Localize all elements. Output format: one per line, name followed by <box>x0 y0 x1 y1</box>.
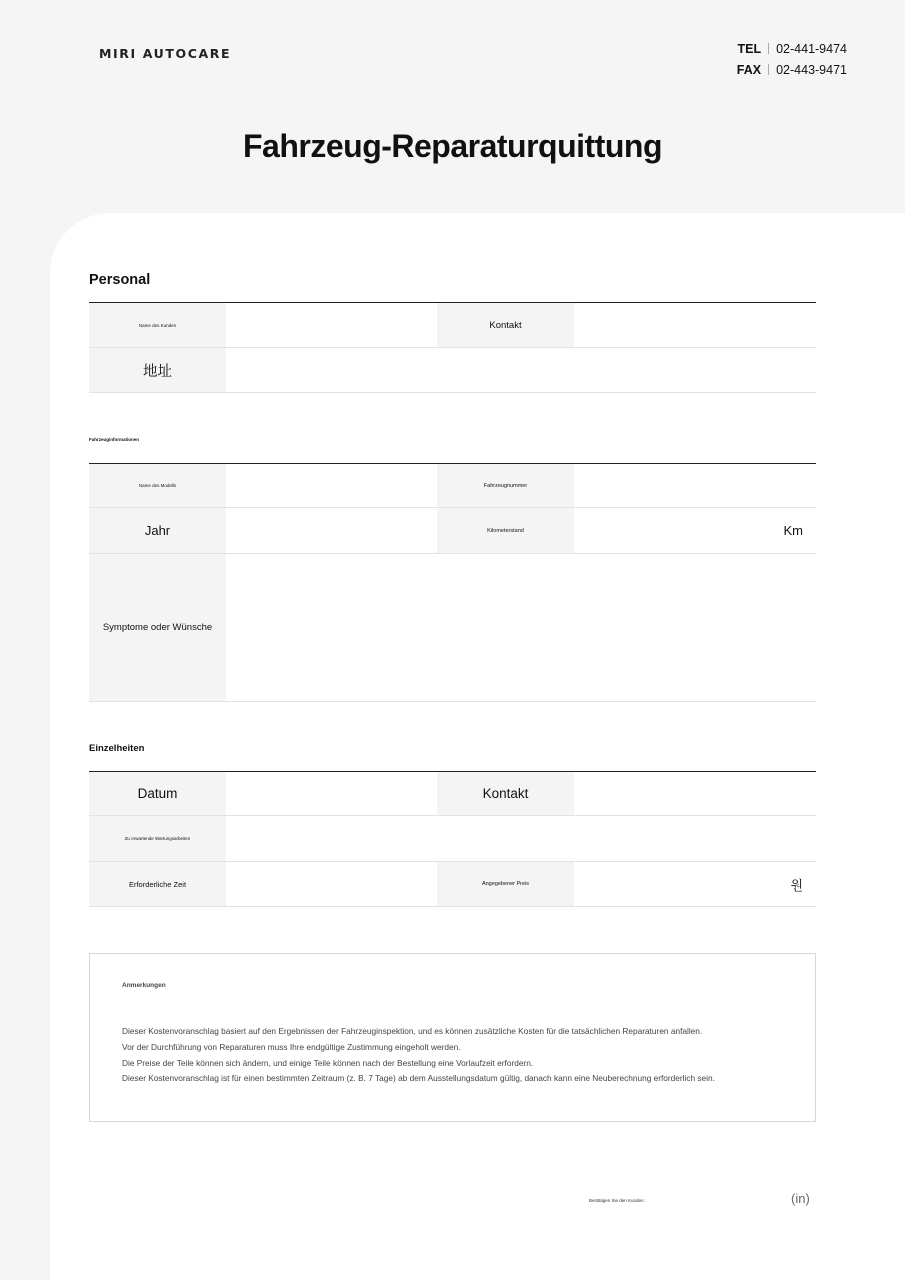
details-contact-label: Kontakt <box>437 772 574 815</box>
symptoms-label: Symptome oder Wünsche <box>89 554 226 701</box>
contact-info <box>737 38 847 80</box>
required-time-field[interactable] <box>226 862 437 906</box>
vehicle-number-label: Fahrzeugnummer <box>437 464 574 507</box>
mileage-unit: Km <box>783 523 803 538</box>
personal-table <box>89 302 816 393</box>
notes-line: Vor der Durchführung von Reparaturen muss Ihre endgültige Zustimmung eingeholt werden. <box>122 1041 461 1052</box>
price-unit: 원 <box>790 877 803 893</box>
model-name-label: Name des Modells <box>89 464 226 507</box>
fax-value: 02-443-9471 <box>776 62 847 77</box>
customer-confirm-label: Bestätigen Sie den Kunden: <box>589 1198 645 1203</box>
fax-divider <box>768 64 769 75</box>
details-row-3 <box>89 862 816 907</box>
mileage-label: Kilometerstand <box>437 508 574 553</box>
symptoms-field[interactable] <box>226 554 816 701</box>
notes-title: Anmerkungen <box>122 982 166 989</box>
details-table <box>89 771 816 907</box>
year-label: Jahr <box>89 508 226 553</box>
company-logo: MIRI AUTOCARE <box>99 46 232 61</box>
form-sheet <box>50 213 905 1280</box>
signature-field[interactable]: (in) <box>791 1191 810 1206</box>
maintenance-label: Zu erwartende Wartungsarbeiten <box>89 816 226 861</box>
year-field[interactable] <box>226 508 437 553</box>
vehicle-row-1 <box>89 464 816 508</box>
vehicle-row-3 <box>89 554 816 702</box>
notes-list <box>122 1024 715 1087</box>
tel-key: TEL <box>737 41 762 56</box>
tel-value: 02-441-9474 <box>776 41 847 56</box>
notes-line: Die Preise der Teile können sich ändern, und einige Teile können nach der Bestellung eine Vorlaufzeit erfordern. <box>122 1057 534 1068</box>
vehicle-table <box>89 463 816 702</box>
notes-line: Dieser Kostenvoranschlag ist für einen bestimmten Zeitraum (z. B. 7 Tage) ab dem Ausstellungsdatum gültig, danach kann eine Neuberechnung erforderlich sein. <box>122 1073 715 1084</box>
price-label: Angegebener Preis <box>437 862 574 906</box>
date-field[interactable] <box>226 772 437 815</box>
date-label: Datum <box>89 772 226 815</box>
tel-line <box>737 38 847 59</box>
details-contact-field[interactable] <box>574 772 816 815</box>
personal-row-2 <box>89 348 816 393</box>
details-row-1 <box>89 772 816 816</box>
fax-line <box>737 59 847 80</box>
contact-field[interactable] <box>574 303 816 347</box>
vehicle-row-2 <box>89 508 816 554</box>
details-section-title: Einzelheiten <box>89 743 145 754</box>
model-name-field[interactable] <box>226 464 437 507</box>
fax-key: FAX <box>736 62 762 77</box>
page-title: Fahrzeug-Reparaturquittung <box>243 128 662 164</box>
customer-name-field[interactable] <box>226 303 437 347</box>
contact-label: Kontakt <box>437 303 574 347</box>
address-field[interactable] <box>226 348 816 392</box>
notes-box <box>89 953 816 1122</box>
vehicle-section-title: Fahrzeuginformationen <box>89 437 140 442</box>
price-field[interactable] <box>574 862 816 906</box>
customer-name-label: Name des Kunden <box>89 303 226 347</box>
personal-section-title: Personal <box>89 272 151 288</box>
vehicle-number-field[interactable] <box>574 464 816 507</box>
personal-row-1 <box>89 303 816 348</box>
tel-divider <box>768 43 769 54</box>
notes-line: Dieser Kostenvoranschlag basiert auf den Ergebnissen der Fahrzeuginspektion, und es können zusätzliche Kosten für die tatsächlichen Reparaturen anfallen. <box>122 1026 703 1036</box>
mileage-field[interactable] <box>574 508 816 553</box>
required-time-label: Erforderliche Zeit <box>89 862 226 906</box>
maintenance-field[interactable] <box>226 816 816 861</box>
details-row-2 <box>89 816 816 862</box>
address-label: 地址 <box>89 348 226 392</box>
